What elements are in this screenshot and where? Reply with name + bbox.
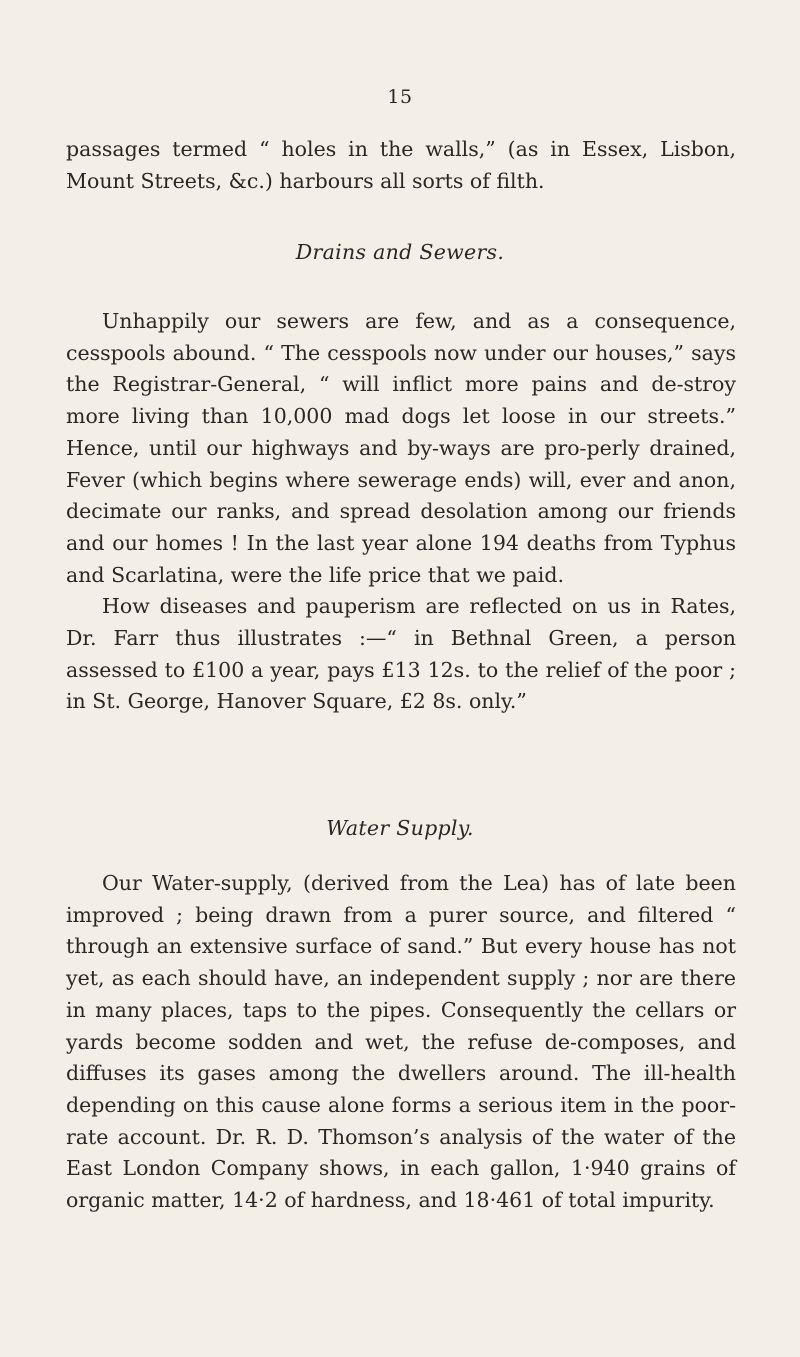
intro-paragraph-text: passages termed “ holes in the walls,” (as in Essex, Lisbon, Mount Streets, &c.) harbours all sorts of filth. — [66, 137, 736, 193]
section-body-drains-and-sewers — [66, 306, 736, 718]
section-body-water-supply — [66, 868, 736, 1217]
page-number: 15 — [387, 86, 413, 108]
intro-paragraph — [66, 134, 736, 197]
paragraph-water-supply: Our Water-supply, (derived from the Lea) has of late been improved ; being drawn from a purer source, and filtered “ through an extensive surface of sand.” But every house has not yet, as each should have, an independent supply ; nor are there in many places, taps to the pipes. Consequently the cellars or yards become sodden and wet, the refuse de-composes, and diffuses its gases among the dwellers around. The ill-health depending on this cause alone forms a serious item in the poor-rate account. Dr. R. D. Thomson’s analysis of the water of the East London Company shows, in each gallon, 1·940 grains of organic matter, 14·2 of hardness, and 18·461 of total impurity. — [66, 871, 736, 1213]
section-heading-drains-and-sewers: Drains and Sewers. — [295, 240, 505, 264]
section-heading-water-supply: Water Supply. — [326, 816, 474, 840]
paragraph-diseases-rates: How diseases and pauperism are reflected on us in Rates, Dr. Farr thus illustrates :—“ in Bethnal Green, a person assessed to £100 a year, pays £13 12s. to the relief of the poor ; in St. George, Hanover Square, £2 8s. only.” — [66, 594, 736, 714]
paragraph-sewers-cesspools: Unhappily our sewers are few, and as a consequence, cesspools abound. “ The cesspools now under our houses,” says the Registrar-General, “ will inflict more pains and de-stroy more living than 10,000 mad dogs let loose in our streets.” Hence, until our highways and by-ways are pro-perly drained, Fever (which begins where sewerage ends) will, ever and anon, decimate our ranks, and spread desolation among our friends and our homes ! In the last year alone 194 deaths from Typhus and Scarlatina, were the life price that we paid. — [66, 309, 736, 587]
